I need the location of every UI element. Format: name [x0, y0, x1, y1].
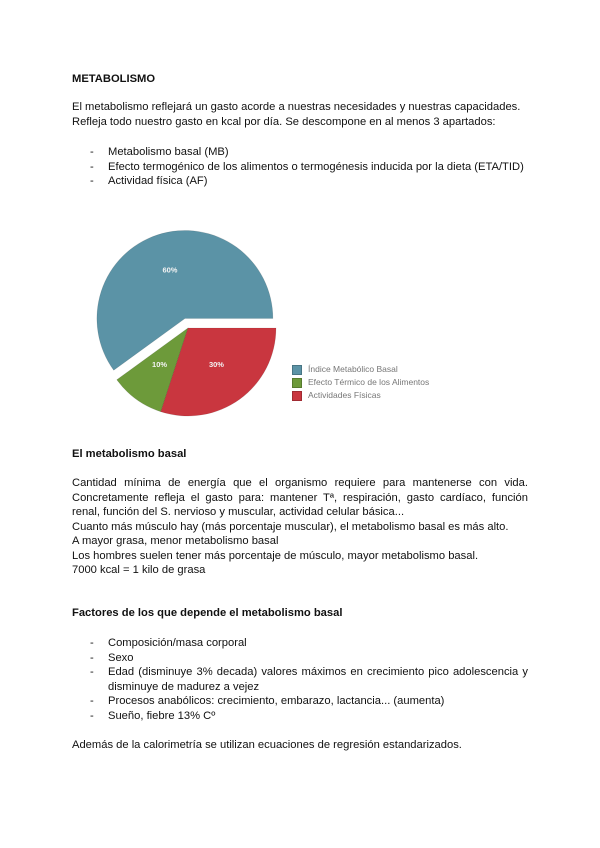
- list-item: - Actividad física (AF): [90, 174, 528, 189]
- list-item: - Procesos anabólicos: crecimiento, embarazo, lactancia... (aumenta): [90, 694, 528, 709]
- pie-slice-label: 60%: [162, 265, 178, 275]
- basal-line: Los hombres suelen tener más porcentaje de músculo, mayor metabolismo basal.: [72, 550, 479, 562]
- legend-swatch-actividades: [292, 391, 302, 401]
- chart-legend: [292, 363, 429, 402]
- list-item: - Sexo: [90, 651, 528, 666]
- legend-label: Efecto Térmico de los Alimentos: [308, 377, 430, 387]
- list-item: - Edad (disminuye 3% decada) valores máximos en crecimiento pico adolescencia y disminuye de madurez a vejez: [90, 665, 528, 694]
- basal-line: Cuanto más músculo hay (más porcentaje muscular), el metabolismo basal es más alto.: [72, 521, 509, 533]
- pie-chart: [80, 210, 440, 420]
- components-list: [90, 145, 528, 189]
- pie-slice-label: 30%: [208, 360, 224, 370]
- legend-label: Actividades Físicas: [308, 390, 381, 400]
- list-item: - Composición/masa corporal: [90, 636, 528, 651]
- legend-item: [292, 376, 429, 389]
- factors-list: [90, 636, 528, 724]
- section-title-factores: Factores de los que depende el metabolismo basal: [72, 607, 343, 619]
- legend-item: [292, 389, 429, 402]
- legend-label: Índice Metabólico Basal: [308, 364, 398, 374]
- list-item: - Metabolismo basal (MB): [90, 145, 528, 160]
- pie-chart-svg: [80, 210, 290, 420]
- basal-line: 7000 kcal = 1 kilo de grasa: [72, 564, 206, 576]
- list-item: - Sueño, fiebre 13% Cº: [90, 709, 528, 724]
- section-title-metabolismo: METABOLISMO: [72, 73, 156, 85]
- closing-line: Además de la calorimetría se utilizan ecuaciones de regresión estandarizados.: [72, 739, 462, 751]
- legend-swatch-termico: [292, 378, 302, 388]
- legend-swatch-basal: [292, 365, 302, 375]
- intro-line-2: Refleja todo nuestro gasto en kcal por día. Se descompone en al menos 3 apartados:: [72, 116, 496, 128]
- basal-definition: Cantidad mínima de energía que el organismo requiere para mantenerse con vida. Concretamente refleja el gasto para: mantener Tª, respiración, gasto cardíaco, función renal, función del S. nervioso y muscular, actividad celular básica...: [72, 477, 528, 519]
- intro-line-1: El metabolismo reflejará un gasto acorde a nuestras necesidades y nuestras capacidades.: [72, 101, 521, 113]
- legend-item: [292, 363, 429, 376]
- pie-slice-label: 10%: [152, 360, 168, 370]
- basal-line: A mayor grasa, menor metabolismo basal: [72, 535, 279, 547]
- section-title-metabolismo-basal: El metabolismo basal: [72, 448, 187, 460]
- list-item: - Efecto termogénico de los alimentos o termogénesis inducida por la dieta (ETA/TID): [90, 160, 528, 175]
